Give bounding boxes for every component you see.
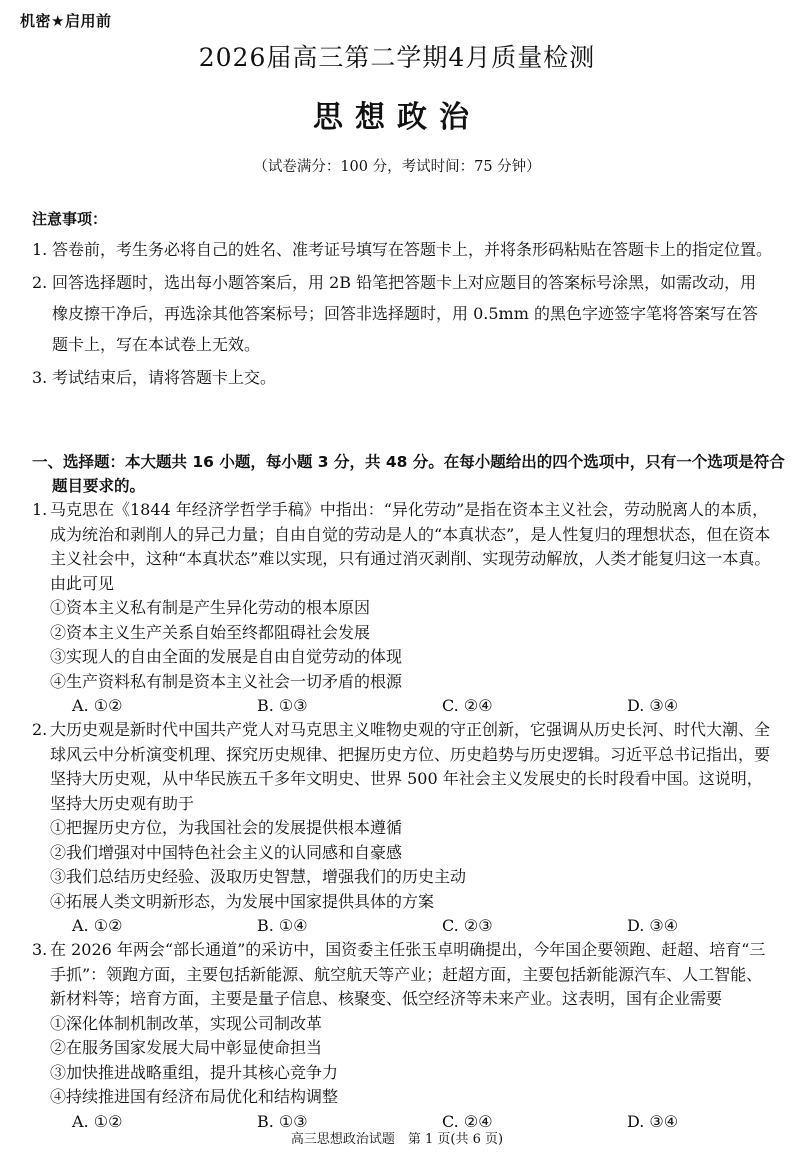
question-stem bbox=[32, 938, 774, 1012]
page-footer: 高三思想政治试题 第 1 页(共 6 页) bbox=[290, 1132, 504, 1147]
statement: ②在服务国家发展大局中彰显使命担当 bbox=[50, 1038, 323, 1057]
section-heading: 一、选择题：本大题共 16 小题，每小题 3 分，共 48 分。在每小题给出的四个选项中，只有一个选项是符合题目要求的。 bbox=[32, 453, 785, 495]
statement: ②我们增强对中国特色社会主义的认同感和自豪感 bbox=[50, 842, 403, 862]
notice-item bbox=[32, 362, 772, 393]
subject-title: 思想政治 bbox=[313, 100, 481, 135]
statement: ②资本主义生产关系自始至终都阻碍社会发展 bbox=[50, 622, 371, 642]
exam-info: （试卷满分：100 分，考试时间：75 分钟） bbox=[253, 159, 541, 175]
option-c: C. ②④ bbox=[442, 696, 493, 715]
notice-number: 1. bbox=[32, 240, 48, 259]
statement: ①深化体制机制改革，实现公司制改革 bbox=[50, 1013, 323, 1033]
option-a: A. ①② bbox=[72, 916, 123, 935]
question-1 bbox=[32, 498, 774, 718]
notice-item bbox=[32, 267, 772, 360]
statement: ④持续推进国有经济布局优化和结构调整 bbox=[50, 1087, 339, 1106]
option-d: D. ③④ bbox=[627, 1111, 679, 1131]
notice-item bbox=[32, 234, 772, 265]
option-a: A. ①② bbox=[72, 696, 123, 715]
option-d: D. ③④ bbox=[627, 916, 679, 935]
notice-text: 答卷前，考生务必将自己的姓名、准考证号填写在答题卡上，并将条形码粘贴在答题卡上的指定位置。 bbox=[52, 240, 773, 259]
question-number: 3. bbox=[32, 940, 48, 959]
statement: ④拓展人类文明新形态，为发展中国家提供具体的方案 bbox=[50, 891, 435, 911]
question-text: 在 2026 年两会“部长通道”的采访中，国资委主任张玉卓明确提出，今年国企要领跑、赶超、培育“三手抓”：领跑方面，主要包括新能源、航空航天等产业；赶超方面，主要包括新能源汽车、人工智能、新材料等；培育方面，主要是量子信息、核聚变、低空经济等未来产业。这表明，国有企业需要 bbox=[50, 940, 766, 1008]
question-stem bbox=[32, 718, 774, 816]
option-b: B. ①③ bbox=[257, 696, 308, 715]
notice-number: 2. bbox=[32, 273, 48, 292]
exam-title: 2026届高三第二学期4月质量检测 bbox=[198, 43, 596, 72]
notice-text: 回答选择题时，选出每小题答案后，用 2B 铅笔把答题卡上对应题目的答案标号涂黑，如需改动，用橡皮擦干净后，再选涂其他答案标号；回答非选择题时，用 0.5mm 的黑色字迹签字笔将答案写在答题卡上，写在本试卷上无效。 bbox=[52, 273, 758, 354]
option-d: D. ③④ bbox=[627, 696, 679, 715]
statement: ③实现人的自由全面的发展是自由自觉劳动的体现 bbox=[50, 647, 403, 666]
notice-text: 考试结束后，请将答题卡上交。 bbox=[52, 368, 277, 387]
question-text: 大历史观是新时代中国共产党人对马克思主义唯物史观的守正创新，它强调从历史长河、时代大潮、全球风云中分析演变机理、探究历史规律、把握历史方位、历史趋势与历史逻辑。习近平总书记指出，要坚持大历史观，从中华民族五千多年文明史、世界 500 年社会主义发展史的长时段看中国。这说明，坚持大历史观有助于 bbox=[50, 720, 771, 813]
answer-options bbox=[32, 694, 774, 718]
statement: ①资本主义私有制是产生异化劳动的根本原因 bbox=[50, 598, 371, 617]
answer-options bbox=[32, 914, 774, 938]
question-number: 1. bbox=[32, 500, 48, 519]
question-3 bbox=[32, 938, 774, 1134]
option-c: C. ②③ bbox=[442, 916, 493, 935]
question-stem bbox=[32, 498, 774, 596]
statement: ④生产资料私有制是资本主义社会一切矛盾的根源 bbox=[50, 671, 403, 691]
question-text: 马克思在《1844 年经济学哲学手稿》中指出：“异化劳动”是指在资本主义社会，劳动脱离人的本质，成为统治和剥削人的异己力量；自由自觉的劳动是人的“本真状态”，是人性复归的理想状态，但在资本主义社会中，这种“本真状态”难以实现，只有通过消灭剥削、实现劳动解放，人类才能复归这一本真。由此可见 bbox=[50, 500, 771, 593]
option-b: B. ①③ bbox=[257, 1111, 308, 1131]
question-2 bbox=[32, 718, 774, 938]
notice-list bbox=[32, 234, 772, 395]
question-number: 2. bbox=[32, 720, 48, 739]
notice-heading: 注意事项： bbox=[32, 210, 108, 228]
statement: ③我们总结历史经验、汲取历史智慧，增强我们的历史主动 bbox=[50, 867, 467, 886]
option-b: B. ①④ bbox=[257, 916, 308, 935]
notice-number: 3. bbox=[32, 368, 48, 387]
secret-label: 机密★启用前 bbox=[20, 12, 112, 30]
option-a: A. ①② bbox=[72, 1111, 123, 1131]
statement: ③加快推进战略重组，提升其核心竞争力 bbox=[50, 1062, 339, 1082]
option-c: C. ②④ bbox=[442, 1111, 493, 1131]
question-list bbox=[32, 498, 774, 1134]
statement: ①把握历史方位，为我国社会的发展提供根本遵循 bbox=[50, 818, 403, 837]
